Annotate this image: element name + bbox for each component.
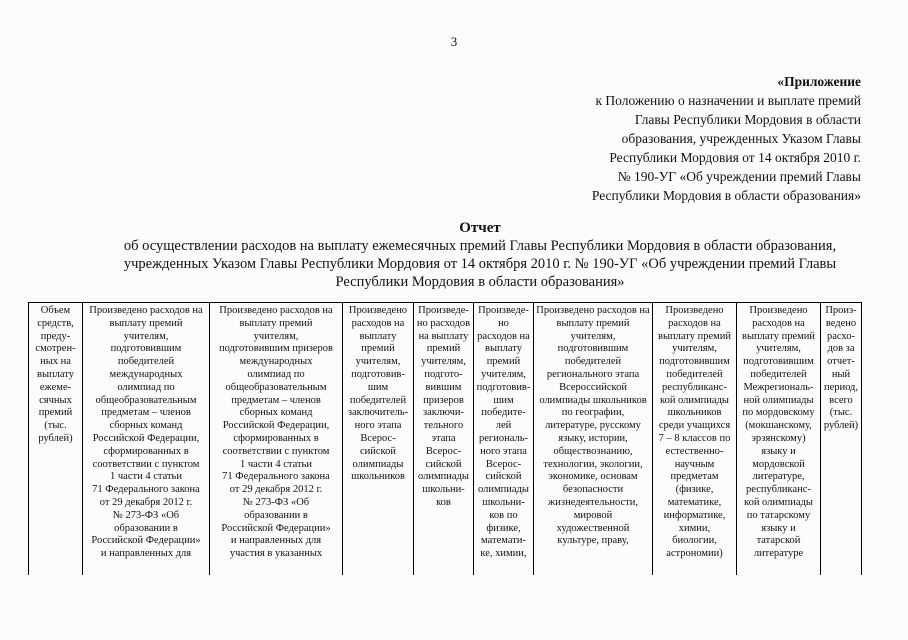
- header-text-line: учителям,: [570, 330, 616, 342]
- header-text-line: по мордовскому: [742, 407, 815, 419]
- header-text-line: языку, истории,: [558, 432, 628, 444]
- header-text-line: период,: [823, 381, 859, 393]
- header-text-line: сийской: [485, 471, 522, 483]
- header-text-line: премий: [426, 343, 461, 355]
- appendix-line: Республики Мордовия от 14 октября 2010 г.: [609, 150, 861, 165]
- header-text-line: учителям,: [253, 330, 299, 342]
- column-header-final-stage-winners: [343, 303, 414, 576]
- header-text-line: выплату: [359, 330, 397, 342]
- header-text-line: олимпиады школьников: [539, 394, 647, 406]
- header-text-line: сформированных в: [233, 432, 319, 444]
- column-header-total-spent: [821, 303, 862, 576]
- header-text-line: подготовившим: [743, 356, 814, 368]
- header-text-line: ного этапа: [480, 445, 527, 457]
- header-text-line: учителям,: [355, 356, 401, 368]
- header-text-line: победителей: [117, 356, 175, 368]
- header-text-line: образовании в: [114, 522, 178, 534]
- header-text-line: отчет-: [827, 356, 855, 368]
- header-text-line: среди учащихся: [658, 420, 731, 432]
- header-text-line: ков по: [489, 509, 518, 521]
- header-text-line: ведено: [825, 317, 857, 329]
- header-text-line: победителей: [666, 368, 723, 380]
- header-text-line: языку и: [761, 445, 796, 457]
- appendix-line: образования, учрежденных Указом Главы: [621, 131, 861, 146]
- header-text-line: химии,: [678, 522, 711, 534]
- header-text-line: премий: [38, 407, 73, 419]
- header-text-line: школьников: [667, 407, 722, 419]
- header-text-line: 71 Федерального закона: [92, 484, 200, 496]
- column-header-regional-humanities-winners: [534, 303, 653, 576]
- header-text-line: заключи-: [423, 407, 464, 419]
- header-text-line: учителям,: [123, 330, 169, 342]
- header-text-line: подготовившим: [659, 356, 730, 368]
- header-text-line: расхо-: [826, 330, 856, 342]
- header-text-line: 7 – 8 классов по: [658, 432, 731, 444]
- header-text-line: Межрегиональ-: [743, 381, 814, 393]
- header-text-line: Российской Федерации,: [92, 432, 200, 444]
- header-text-line: (мокшанскому,: [745, 420, 812, 432]
- header-text-line: участия в указанных: [229, 548, 323, 560]
- header-text-line: Российской Федерации»: [91, 535, 201, 547]
- header-text-line: научным: [674, 458, 715, 470]
- column-header-final-stage-prizewinners: [414, 303, 474, 576]
- report-subtitle-line: Республики Мордовия в области образования»: [335, 274, 625, 290]
- header-text-line: подготовив-: [351, 368, 405, 380]
- table-header-row: [29, 303, 862, 576]
- header-text-line: предметам – членов: [231, 394, 321, 406]
- header-text-line: выплату: [485, 343, 522, 355]
- header-text-line: общеобразовательным: [95, 394, 197, 406]
- header-text-line: Произведено расходов на: [536, 305, 650, 316]
- header-text-line: выплату премий: [556, 317, 630, 329]
- header-text-line: олимпиад по: [247, 368, 305, 380]
- header-text-line: регионального этапа: [546, 368, 640, 380]
- header-text-line: заключитель-: [347, 407, 409, 419]
- header-text-line: Объем: [40, 305, 71, 316]
- header-text-line: Российской Федерации,: [222, 420, 330, 432]
- header-text-line: международных: [239, 356, 313, 368]
- header-text-line: подготовившим: [557, 343, 629, 355]
- header-text-line: учителям,: [421, 356, 466, 368]
- header-text-line: региональ-: [479, 432, 528, 444]
- column-header-budget: [29, 303, 83, 576]
- header-text-line: расходов на: [668, 317, 721, 329]
- header-text-line: предметам – членов: [101, 407, 191, 419]
- header-text-line: (тыс.: [829, 407, 853, 419]
- header-text-line: школьников: [351, 471, 405, 483]
- header-text-line: ке, химии,: [480, 548, 527, 560]
- header-text-line: премий: [361, 343, 395, 355]
- header-text-line: Всерос-: [485, 458, 522, 470]
- header-text-line: по географии,: [561, 407, 625, 419]
- header-text-line: школьни-: [482, 496, 525, 508]
- header-text-line: призеров: [423, 394, 464, 406]
- header-text-line: сформированных в: [103, 445, 189, 457]
- header-text-line: шим: [493, 394, 514, 406]
- column-header-republican-olympiad-winners: [653, 303, 737, 576]
- header-text-line: физике,: [486, 522, 521, 534]
- page-number: 3: [450, 34, 458, 49]
- report-title-block: [60, 219, 900, 291]
- header-text-line: математике,: [667, 496, 722, 508]
- header-text-line: татарской: [756, 535, 801, 547]
- header-text-line: победителей: [349, 394, 407, 406]
- header-text-line: экономике, основам: [548, 471, 638, 483]
- header-text-line: ков: [436, 496, 451, 508]
- header-text-line: Всерос-: [425, 445, 462, 457]
- header-text-line: средств,: [37, 317, 74, 329]
- header-text-line: олимпиады: [478, 484, 529, 496]
- header-text-line: кой олимпиады: [744, 496, 813, 508]
- column-header-international-winners: [83, 303, 210, 576]
- header-text-line: и направленных для: [100, 548, 192, 560]
- header-text-line: мировой: [573, 509, 613, 521]
- header-text-line: премий: [486, 356, 521, 368]
- header-text-line: Произведено расходов на: [89, 305, 203, 316]
- header-text-line: выплату: [37, 368, 74, 380]
- column-header-international-prizewinners: [210, 303, 343, 576]
- header-text-line: Произведено: [749, 305, 808, 316]
- header-text-line: образовании в: [244, 509, 308, 521]
- header-text-line: но: [498, 317, 509, 329]
- header-text-line: олимпиады: [352, 458, 404, 470]
- header-text-line: мордовской: [752, 458, 805, 470]
- header-text-line: рублей): [823, 420, 859, 432]
- header-text-line: расходов на: [752, 317, 805, 329]
- report-subtitle-line: учрежденных Указом Главы Республики Мордовия от 14 октября 2010 г. № 190-УГ «Об учреждении премий Главы: [123, 256, 837, 272]
- header-text-line: республиканс-: [662, 381, 727, 393]
- header-text-line: ный: [831, 368, 851, 380]
- appendix-title: «Приложение: [777, 74, 861, 89]
- header-text-line: № 273-ФЗ «Об: [112, 509, 180, 521]
- header-text-line: Всероссийской: [559, 381, 627, 393]
- header-text-line: рублей): [38, 432, 73, 444]
- header-text-line: победите-: [481, 407, 526, 419]
- header-text-line: победителей: [750, 368, 807, 380]
- header-text-line: республиканс-: [746, 484, 811, 496]
- header-text-line: сячных: [39, 394, 72, 406]
- header-text-line: литературе, русскому: [545, 420, 641, 432]
- header-text-line: художественной: [556, 522, 630, 534]
- header-text-line: олимпиад по: [117, 381, 175, 393]
- header-text-line: культуре, праву,: [557, 535, 629, 547]
- header-text-line: биологии,: [672, 535, 717, 547]
- header-text-line: № 273-ФЗ «Об: [242, 496, 310, 508]
- header-text-line: олимпиады: [418, 471, 469, 483]
- appendix-line: Главы Республики Мордовия в области: [634, 112, 861, 127]
- header-text-line: Произ-: [825, 305, 857, 316]
- header-text-line: расходов на: [351, 317, 405, 329]
- report-subtitle-line: об осуществлении расходов на выплату ежемесячных премий Главы Республики Мордовия в области образования,: [123, 238, 837, 254]
- header-text-line: Всерос-: [360, 432, 396, 444]
- header-text-line: выплату премий: [742, 330, 815, 342]
- header-text-line: ных на: [40, 356, 71, 368]
- header-text-line: подготовившим призеров: [218, 343, 334, 355]
- column-header-regional-science-winners: [474, 303, 534, 576]
- header-text-line: соответствии с пунктом: [92, 458, 200, 470]
- header-text-line: сийской: [360, 445, 396, 457]
- header-text-line: сборных команд: [239, 407, 313, 419]
- header-text-line: информатике,: [663, 509, 726, 521]
- header-text-line: Произведено: [348, 305, 408, 316]
- header-text-line: 71 Федерального закона: [222, 471, 330, 483]
- header-text-line: Российской Федерации»: [221, 522, 331, 534]
- header-text-line: сийской: [425, 458, 462, 470]
- header-text-line: естественно-: [665, 445, 724, 457]
- header-text-line: и направленных для: [230, 535, 322, 547]
- header-text-line: литературе: [753, 548, 804, 560]
- header-text-line: литературе,: [752, 471, 805, 483]
- header-text-line: этапа: [431, 432, 456, 444]
- header-text-line: Произведено расходов на: [219, 305, 333, 316]
- header-text-line: от 29 декабря 2012 г.: [99, 496, 193, 508]
- header-text-line: учителям,: [756, 343, 801, 355]
- header-text-line: учителям,: [672, 343, 717, 355]
- appendix-line: к Положению о назначении и выплате премий: [595, 93, 861, 108]
- appendix-line: № 190-УГ «Об учреждении премий Главы: [617, 169, 861, 184]
- header-text-line: преду-: [40, 330, 71, 342]
- column-header-interregional-olympiad-winners: [737, 303, 821, 576]
- header-text-line: всего: [829, 394, 853, 406]
- header-text-line: по татарскому: [746, 509, 811, 521]
- header-text-line: общеобразовательным: [225, 381, 327, 393]
- header-text-line: подготовив-: [476, 381, 531, 393]
- header-text-line: подготовившим: [110, 343, 182, 355]
- header-text-line: смотрен-: [35, 343, 76, 355]
- header-text-line: сборных команд: [109, 420, 183, 432]
- appendix-line: Республики Мордовия в области образования»: [591, 188, 861, 203]
- header-text-line: победителей: [564, 356, 622, 368]
- header-text-line: Произведе-: [418, 305, 469, 316]
- header-text-line: шим: [367, 381, 389, 393]
- header-text-line: от 29 декабря 2012 г.: [229, 484, 323, 496]
- header-text-line: лей: [495, 420, 512, 432]
- header-text-line: на выплату: [418, 330, 469, 342]
- header-text-line: но расходов: [416, 317, 471, 329]
- report-table: [28, 302, 862, 575]
- header-text-line: (тыс.: [44, 420, 67, 432]
- header-text-line: подгото-: [424, 368, 463, 380]
- header-text-line: выплату премий: [109, 317, 183, 329]
- header-text-line: эрзянскому): [751, 432, 806, 444]
- header-text-line: школьни-: [422, 484, 465, 496]
- header-text-line: технологии, экологии,: [543, 458, 643, 470]
- header-text-line: ежеме-: [39, 381, 72, 393]
- header-text-line: обществознанию,: [553, 445, 633, 457]
- header-text-line: дов за: [827, 343, 855, 355]
- header-text-line: безопасности: [562, 484, 624, 496]
- header-text-line: предметам: [670, 471, 719, 483]
- header-text-line: выплату премий: [239, 317, 313, 329]
- header-text-line: Произведено: [665, 305, 724, 316]
- header-text-line: (физике,: [675, 484, 714, 496]
- header-text-line: учителям,: [481, 368, 526, 380]
- header-text-line: языку и: [761, 522, 796, 534]
- header-text-line: 1 части 4 статьи: [110, 471, 182, 483]
- header-text-line: астрономии): [666, 548, 723, 560]
- header-text-line: тельного: [423, 420, 464, 432]
- header-text-line: соответствии с пунктом: [222, 445, 330, 457]
- header-text-line: Произведе-: [478, 305, 529, 316]
- header-text-line: вившим: [425, 381, 462, 393]
- header-text-line: кой олимпиады: [660, 394, 729, 406]
- appendix-header: [592, 72, 861, 205]
- header-text-line: расходов на: [477, 330, 530, 342]
- header-text-line: выплату премий: [658, 330, 731, 342]
- header-text-line: математи-: [481, 535, 526, 547]
- report-title: Отчет: [459, 220, 501, 236]
- header-text-line: жизнедеятельности,: [548, 496, 638, 508]
- header-text-line: ной олимпиады: [743, 394, 814, 406]
- header-text-line: международных: [109, 368, 183, 380]
- header-text-line: 1 части 4 статьи: [240, 458, 312, 470]
- header-text-line: ного этапа: [354, 420, 402, 432]
